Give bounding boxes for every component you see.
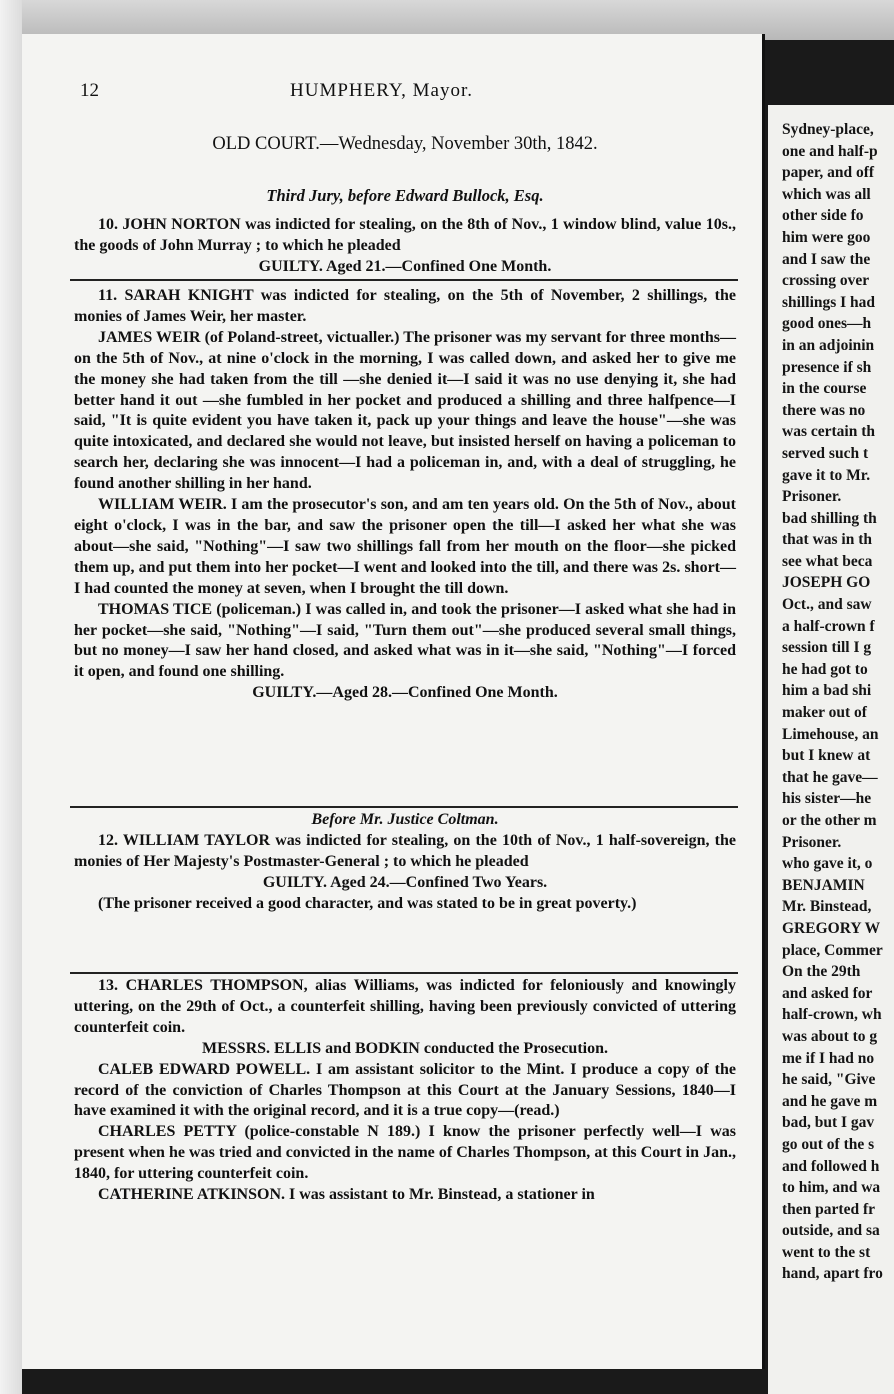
case-12-text: 12. WILLIAM TAYLOR was indicted for stealing, on the 10th of Nov., 1 half-sovereign, the monies of Her Majesty's Postmaster-General ; to which he pleaded xyxy=(74,831,736,870)
case-10-verdict: GUILTY. Aged 21.—Confined One Month. xyxy=(258,257,552,275)
right-page-line: was about to g xyxy=(782,1027,878,1045)
case-13-witness-catherine-atkinson: CATHERINE ATKINSON. I was assistant to Mr. Binstead, a stationer in xyxy=(98,1186,595,1204)
case-13-indictment: 13. CHARLES THOMPSON, alias Williams, was indicted for feloniously and knowingly uttering, on the 29th of Oct., a counterfeit shilling, having been previously convicted of uttering counterfeit coin. xyxy=(74,977,736,1036)
right-page-line: Limehouse, an xyxy=(782,725,879,743)
right-page-line: GREGORY W xyxy=(782,919,881,937)
right-page-line: me if I had no xyxy=(782,1049,875,1067)
right-page-line: went to the st xyxy=(782,1243,871,1261)
right-page-line: was certain th xyxy=(782,423,875,441)
case-11 xyxy=(74,286,736,704)
case-11-verdict: GUILTY.—Aged 28.—Confined One Month. xyxy=(252,684,558,702)
right-page-line: in the course xyxy=(782,380,867,398)
case-10-text: 10. JOHN NORTON was indicted for stealing, on the 8th of Nov., 1 window blind, value 10s., the goods of John Murray ; to which he pleaded xyxy=(74,216,736,254)
right-page-line: in an adjoinin xyxy=(782,336,875,354)
divider xyxy=(70,806,738,808)
right-page-line: place, Commer xyxy=(782,941,883,959)
right-page-line: a half-crown f xyxy=(782,617,875,635)
right-page-line: and asked for xyxy=(782,984,873,1002)
right-page-line: gave it to Mr. xyxy=(782,466,871,484)
case-13-prosecution: MESSRS. ELLIS and BODKIN conducted the Prosecution. xyxy=(202,1039,608,1057)
right-page-line: good ones—h xyxy=(782,315,872,333)
right-page-line: On the 29th xyxy=(782,963,861,981)
right-page-line: shillings I had xyxy=(782,293,876,311)
case-12-verdict: GUILTY. Aged 24.—Confined Two Years. xyxy=(262,873,548,891)
right-page-line: Prisoner. xyxy=(782,488,842,506)
right-page-line: to him, and wa xyxy=(782,1179,881,1197)
right-page-line: there was no xyxy=(782,401,866,419)
right-page-line: JOSEPH GO xyxy=(782,574,871,592)
right-page-line: and I saw the xyxy=(782,250,871,268)
case-11-indictment: 11. SARAH KNIGHT was indicted for stealing, on the 5th of November, 2 shillings, the monies of James Weir, her master. xyxy=(74,287,736,325)
right-page-line: session till I g xyxy=(782,639,872,657)
right-page-line: but I knew at xyxy=(782,747,871,765)
right-page-line: bad, but I gav xyxy=(782,1114,875,1132)
right-page-line: see what beca xyxy=(782,552,873,570)
court-heading: OLD COURT.—Wednesday, November 30th, 1842. xyxy=(212,134,598,154)
case-13-witness-caleb-powell: CALEB EDWARD POWELL. I am assistant solicitor to the Mint. I produce a copy of the record of the conviction of Charles Thompson at this Court at the January Sessions, 1840—I have examined it with the original record, and it is a true copy—(read.) xyxy=(74,1060,736,1120)
case-11-witness-thomas-tice: THOMAS TICE (policeman.) I was called in, and took the prisoner—I asked what she had in her pocket—she said, "Nothing"—I said, "Turn them out"—she produced several small things, but no money—I saw her hand closed, and asked what was in it—she said, "Nothing"—I forced it open, and found one shilling. xyxy=(74,600,736,681)
divider xyxy=(70,279,738,281)
right-page-line: paper, and off xyxy=(782,164,875,182)
right-page-line: Oct., and saw xyxy=(782,596,872,614)
right-page-line: Sydney-place, xyxy=(782,121,874,138)
right-page-line: maker out of xyxy=(782,704,867,722)
right-page-line: outside, and sa xyxy=(782,1222,880,1240)
right-page-line: Mr. Binstead, xyxy=(782,898,872,916)
right-page-line: he said, "Give xyxy=(782,1071,876,1089)
page-edge xyxy=(0,0,22,1394)
right-page-line: other side fo xyxy=(782,207,864,225)
page-number: 12 xyxy=(80,80,99,101)
right-page-line: then parted fr xyxy=(782,1200,875,1218)
running-title: HUMPHERY, Mayor. xyxy=(290,80,473,101)
right-page-line: go out of the s xyxy=(782,1135,875,1153)
right-page-line: one and half-p xyxy=(782,142,878,160)
case-13-witness-charles-petty: CHARLES PETTY (police-constable N 189.) I know the prisoner perfectly well—I was present when he was tried and convicted in the name of Charles Thompson, at this Court in Jan., 1840, for uttering counterfeit coin. xyxy=(74,1123,736,1183)
case-12-note: (The prisoner received a good character, and was stated to be in great poverty.) xyxy=(98,894,637,912)
right-page-line: he had got to xyxy=(782,660,868,678)
right-page-text xyxy=(782,119,894,1285)
jury-heading: Third Jury, before Edward Bullock, Esq. xyxy=(266,186,544,205)
divider xyxy=(70,972,738,974)
right-page-line: his sister—he xyxy=(782,790,872,808)
case-11-witness-william-weir: WILLIAM WEIR. I am the prosecutor's son, and am ten years old. On the 5th of Nov., about eight o'clock, I was in the bar, and saw the prisoner open the till—I asked her what she was about—she said, "Nothing"—I saw two shillings fall from her mouth on the floor—she picked them up, and put them into her pocket—I went and looked into the till, and there was 2s. short—I had counted the money at seven, when I brought the till down. xyxy=(74,496,736,597)
right-page xyxy=(768,105,894,1394)
coltman-heading: Before Mr. Justice Coltman. xyxy=(311,811,499,828)
right-page-line: Prisoner. xyxy=(782,833,842,851)
left-page xyxy=(22,34,765,1369)
right-page-line: who gave it, o xyxy=(782,855,873,873)
case-12 xyxy=(74,810,736,915)
case-11-witness-james-weir: JAMES WEIR (of Poland-street, victualler.) The prisoner was my servant for three months—on the 5th of Nov., at nine o'clock in the morning, I was called down, and asked her to give me the money she had taken from the till —she denied it—I said it was no use denying it, she had better hand it out —she fumbled in her pocket and produced a shilling and three halfpence—I said, "It is quite evident you have taken it, pack up your things and leave the house"—she was quite intoxicated, and declared she would not leave, but insisted herself on having a policeman to search her, declaring she was innocent—I had a policeman in, and, with a deal of struggling, he found another shilling in her hand. xyxy=(74,328,736,493)
right-page-line: and followed h xyxy=(782,1157,880,1175)
right-page-line: him a bad shi xyxy=(782,682,872,700)
case-10 xyxy=(74,215,736,278)
right-page-line: that was in th xyxy=(782,531,873,549)
right-page-line: half-crown, wh xyxy=(782,1006,882,1024)
running-header xyxy=(80,80,730,106)
right-page-line: that he gave— xyxy=(782,768,878,786)
right-page-line: bad shilling th xyxy=(782,509,877,527)
right-page-line: which was all xyxy=(782,185,871,203)
right-page-line: crossing over xyxy=(782,272,870,290)
right-page-line: or the other m xyxy=(782,812,877,829)
case-13 xyxy=(74,976,736,1206)
right-page-line: hand, apart fro xyxy=(782,1265,883,1283)
right-page-line: and he gave m xyxy=(782,1092,878,1110)
right-page-line: served such t xyxy=(782,444,869,462)
right-page-line: presence if sh xyxy=(782,358,872,376)
right-page-line: him were goo xyxy=(782,228,871,246)
right-page-line: BENJAMIN xyxy=(782,876,865,894)
